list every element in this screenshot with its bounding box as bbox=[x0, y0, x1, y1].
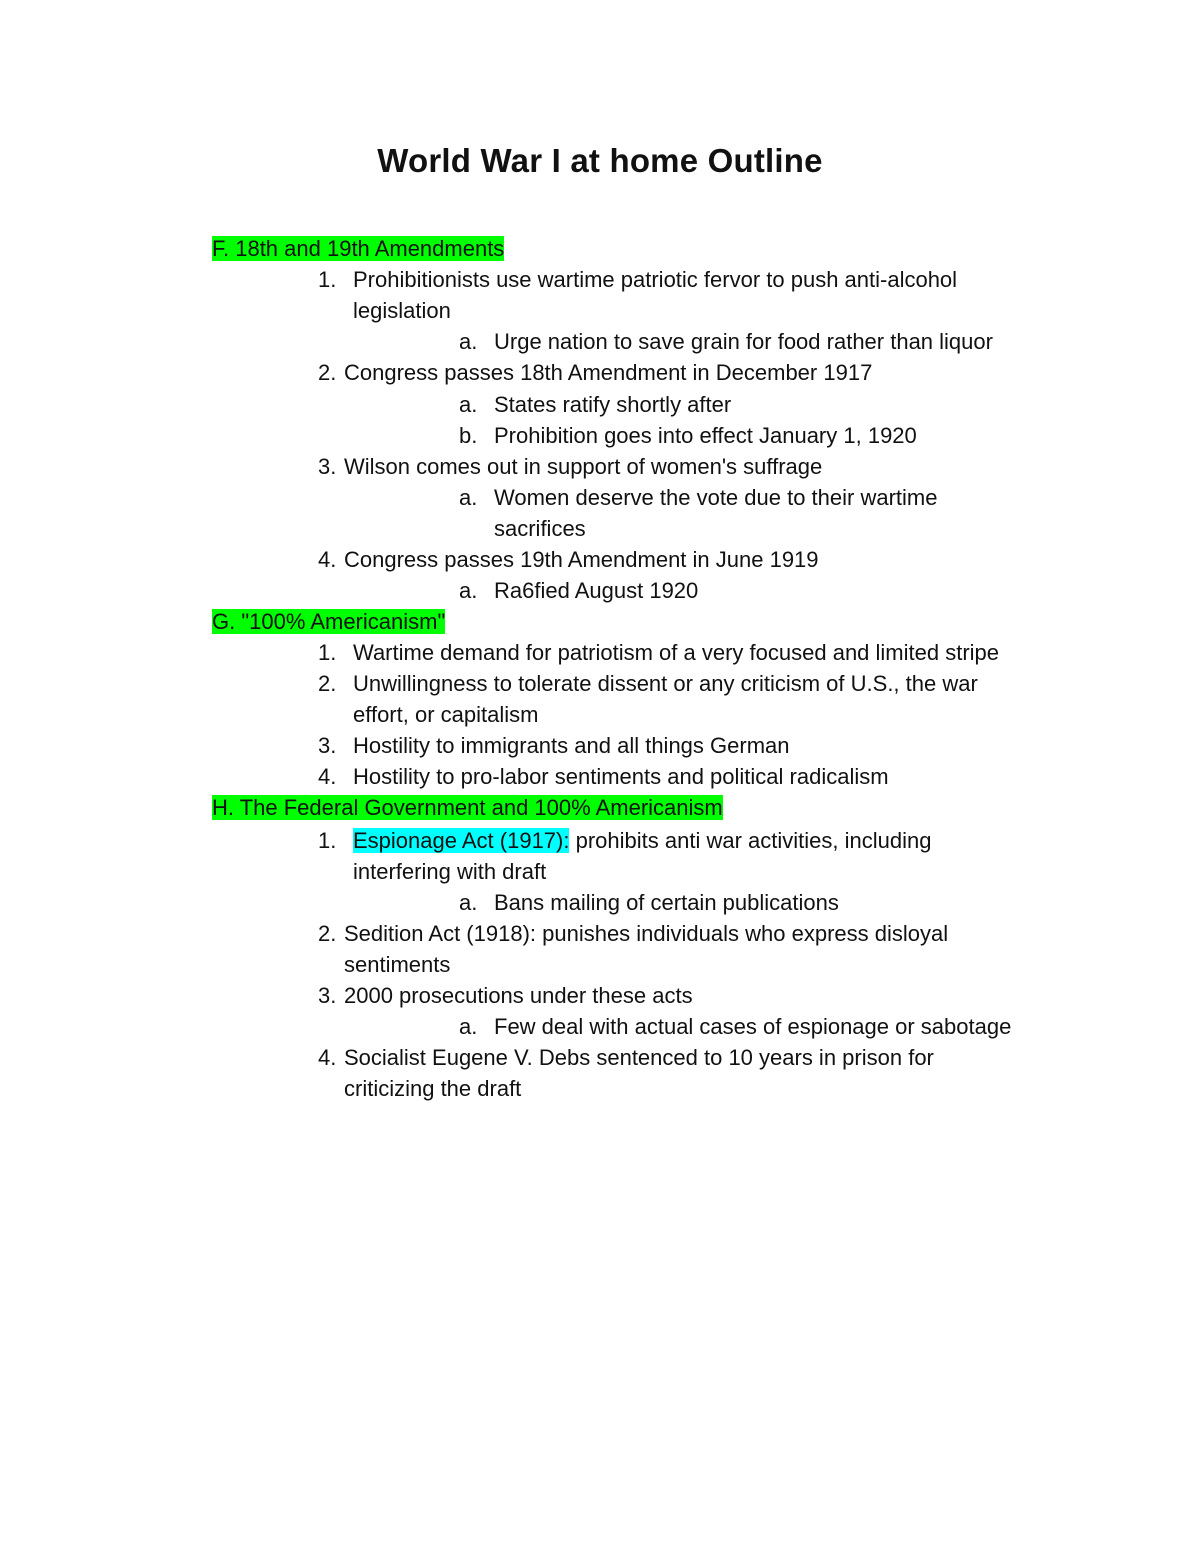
list-item-text: Wilson comes out in support of women's suffrage bbox=[344, 454, 823, 479]
sub-item-text: Few deal with actual cases of espionage or sabotage bbox=[494, 1014, 1012, 1039]
list-item-text: 2000 prosecutions under these acts bbox=[344, 983, 693, 1008]
sub-item-marker: a. bbox=[459, 1014, 478, 1039]
sub-item-marker: a. bbox=[459, 890, 478, 915]
section-heading-text: G. "100% Americanism" bbox=[212, 609, 446, 634]
section-heading-text: H. The Federal Government and 100% Americanism bbox=[212, 795, 723, 820]
list-item-marker: 4. bbox=[318, 547, 337, 572]
list-item-text: Wartime demand for patriotism of a very focused and limited stripe bbox=[353, 640, 1000, 665]
list-item-marker: 1. bbox=[318, 828, 337, 853]
sub-item-marker: a. bbox=[459, 329, 478, 354]
section-heading-h bbox=[212, 792, 723, 823]
sub-item-text-cont: sacrifices bbox=[494, 516, 586, 541]
list-item-text-cont: effort, or capitalism bbox=[353, 702, 539, 727]
sub-item-text: States ratify shortly after bbox=[494, 392, 732, 417]
sub-item-marker: b. bbox=[459, 423, 478, 448]
list-item-text: Hostility to immigrants and all things German bbox=[353, 733, 790, 758]
section-heading-g bbox=[212, 606, 445, 637]
sub-item-text: Ra6fied August 1920 bbox=[494, 578, 699, 603]
sub-item-text: Women deserve the vote due to their wartime bbox=[494, 485, 938, 510]
sub-item-marker: a. bbox=[459, 485, 478, 510]
list-item-text: Socialist Eugene V. Debs sentenced to 10 years in prison for bbox=[344, 1045, 934, 1070]
sub-item-text: Prohibition goes into effect January 1, 1920 bbox=[494, 423, 917, 448]
sub-item-marker: a. bbox=[459, 392, 478, 417]
espionage-act-term: Espionage Act (1917): bbox=[353, 828, 570, 853]
list-item-text-cont: interfering with draft bbox=[353, 859, 547, 884]
list-item-text-cont: criticizing the draft bbox=[344, 1076, 522, 1101]
sub-item-marker: a. bbox=[459, 578, 478, 603]
sub-item-text: Bans mailing of certain publications bbox=[494, 890, 839, 915]
list-item-text: Sedition Act (1918): punishes individuals who express disloyal bbox=[344, 921, 949, 946]
espionage-act-description: prohibits anti war activities, including bbox=[569, 828, 932, 853]
sub-item-text: Urge nation to save grain for food rather than liquor bbox=[494, 329, 993, 354]
section-heading-text: F. 18th and 19th Amendments bbox=[212, 236, 505, 261]
list-item-marker: 3. bbox=[318, 733, 337, 758]
list-item-marker: 2. bbox=[318, 921, 337, 946]
list-item-marker: 4. bbox=[318, 1045, 337, 1070]
list-item-marker: 2. bbox=[318, 671, 337, 696]
list-item-marker: 3. bbox=[318, 983, 337, 1008]
list-item-text: Unwillingness to tolerate dissent or any criticism of U.S., the war bbox=[353, 671, 978, 696]
list-item-marker: 2. bbox=[318, 360, 337, 385]
list-item-text: Congress passes 18th Amendment in December 1917 bbox=[344, 360, 873, 385]
list-item-text bbox=[353, 825, 931, 856]
list-item-marker: 3. bbox=[318, 454, 337, 479]
list-item-text: Prohibitionists use wartime patriotic fervor to push anti-alcohol bbox=[353, 267, 958, 292]
list-item-marker: 4. bbox=[318, 764, 337, 789]
list-item-text-cont: sentiments bbox=[344, 952, 451, 977]
list-item-marker: 1. bbox=[318, 640, 337, 665]
list-item-text-cont: legislation bbox=[353, 298, 451, 323]
section-heading-f bbox=[212, 233, 504, 264]
page-title: World War I at home Outline bbox=[377, 142, 823, 179]
list-item-text: Hostility to pro-labor sentiments and political radicalism bbox=[353, 764, 889, 789]
list-item-marker: 1. bbox=[318, 267, 337, 292]
list-item-text: Congress passes 19th Amendment in June 1919 bbox=[344, 547, 819, 572]
